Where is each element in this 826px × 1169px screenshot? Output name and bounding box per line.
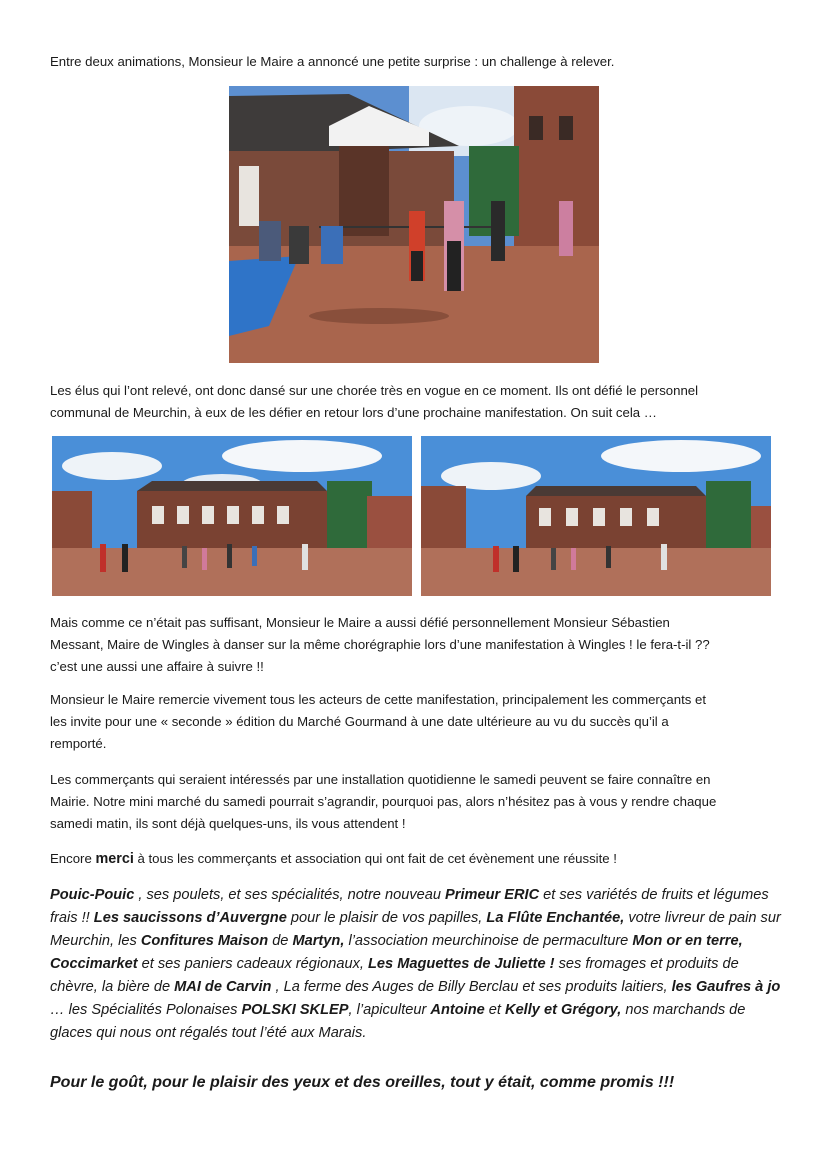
vendor-text: l’association meurchinoise de permaculture	[344, 933, 633, 949]
remerciement-line-2: les invite pour une « seconde » édition du Marché Gourmand à une date ultérieure au vu du succès qu’il a	[50, 714, 669, 729]
commercants-line-3: samedi matin, ils sont déjà quelques-uns, ils vous attendent !	[50, 816, 406, 831]
photo-mayor-announcement	[229, 86, 599, 363]
vendor-name: Les saucissons d’Auvergne	[93, 910, 287, 926]
vendor-name: Martyn,	[292, 933, 345, 949]
vendor-text: , ses poulets, et ses spécialités, notre nouveau	[134, 887, 446, 903]
vendor-name: Antoine	[430, 1002, 485, 1018]
vendor-name: MAI de Carvin	[174, 979, 272, 995]
vendor-text: et ses variétés de fruits et légumes frais !!	[50, 887, 769, 926]
vendor-name: La Flûte Enchantée,	[486, 910, 625, 926]
vendor-name: Primeur ERIC	[445, 887, 540, 903]
merci-paragraph	[50, 848, 780, 870]
intro-text: Entre deux animations, Monsieur le Maire a annoncé une petite surprise : un challenge à relever.	[50, 54, 615, 69]
remerciement-line-3: remporté.	[50, 736, 107, 751]
vendor-text: , l’apiculteur	[348, 1002, 431, 1018]
vendor-text: … les Spécialités Polonaises	[50, 1002, 242, 1018]
merci-before: Encore	[50, 851, 96, 866]
defi-paragraph	[50, 612, 780, 678]
vendor-name: les Gaufres à jo	[671, 979, 781, 995]
remerciement-paragraph	[50, 689, 780, 755]
vendor-name: Pouic-Pouic	[50, 887, 135, 903]
commercants-paragraph	[50, 769, 780, 835]
defi-line-3: c’est une aussi une affaire à suivre !!	[50, 659, 264, 674]
merci-after: à tous les commerçants et association qui ont fait de cet évènement une réussite !	[133, 851, 617, 866]
vendor-name: Mon or en terre, Coccimarket	[50, 933, 743, 972]
vendor-text: de	[268, 933, 293, 949]
vendors-paragraph	[50, 884, 785, 1045]
photo-dance-left	[52, 436, 412, 596]
vendor-name: Kelly et Grégory,	[505, 1002, 622, 1018]
vendor-text: nos marchands de glaces qui nous ont régalés tout l’été aux Marais.	[50, 1002, 746, 1041]
vendor-text: ses fromages et produits de chèvre, la bière de	[50, 956, 739, 995]
elus-line-2: communal de Meurchin, à eux de les défier en retour lors d’une prochaine manifestation. On suit cela …	[50, 405, 657, 420]
vendor-text: et	[484, 1002, 506, 1018]
remerciement-line-1: Monsieur le Maire remercie vivement tous les acteurs de cette manifestation, principalement les commerçants et	[50, 692, 706, 707]
commercants-line-2: Mairie. Notre mini marché du samedi pourrait s’agrandir, pourquoi pas, alors n’hésitez pas à vous y rendre chaque	[50, 794, 717, 809]
vendor-text: et ses paniers cadeaux régionaux,	[137, 956, 369, 972]
defi-line-2: Messant, Maire de Wingles à danser sur la même chorégraphie lors d’une manifestation à Wingles ! le fera-t-il ??	[50, 637, 710, 652]
vendor-name: Les Maguettes de Juliette !	[368, 956, 555, 972]
elus-line-1: Les élus qui l’ont relevé, ont donc dansé sur une chorée très en vogue en ce moment. Ils ont défié le personnel	[50, 383, 699, 398]
merci-bold: merci	[95, 851, 134, 867]
commercants-line-1: Les commerçants qui seraient intéressés par une installation quotidienne le samedi peuvent se faire connaître en	[50, 772, 711, 787]
photo-dance-right	[421, 436, 771, 596]
vendor-text: pour le plaisir de vos papilles,	[286, 910, 487, 926]
closing-statement: Pour le goût, pour le plaisir des yeux et des oreilles, tout y était, comme promis !!!	[50, 1074, 675, 1091]
vendor-text: votre livreur de pain sur Meurchin, les	[50, 910, 781, 949]
defi-line-1: Mais comme ce n’était pas suffisant, Monsieur le Maire a aussi défié personnellement Monsieur Sébastien	[50, 615, 670, 630]
vendor-text: , La ferme des Auges de Billy Berclau et ses produits laitiers,	[271, 979, 672, 995]
elus-paragraph	[50, 380, 780, 424]
vendor-name: POLSKI SKLEP	[241, 1002, 349, 1018]
vendor-name: Confitures Maison	[140, 933, 269, 949]
